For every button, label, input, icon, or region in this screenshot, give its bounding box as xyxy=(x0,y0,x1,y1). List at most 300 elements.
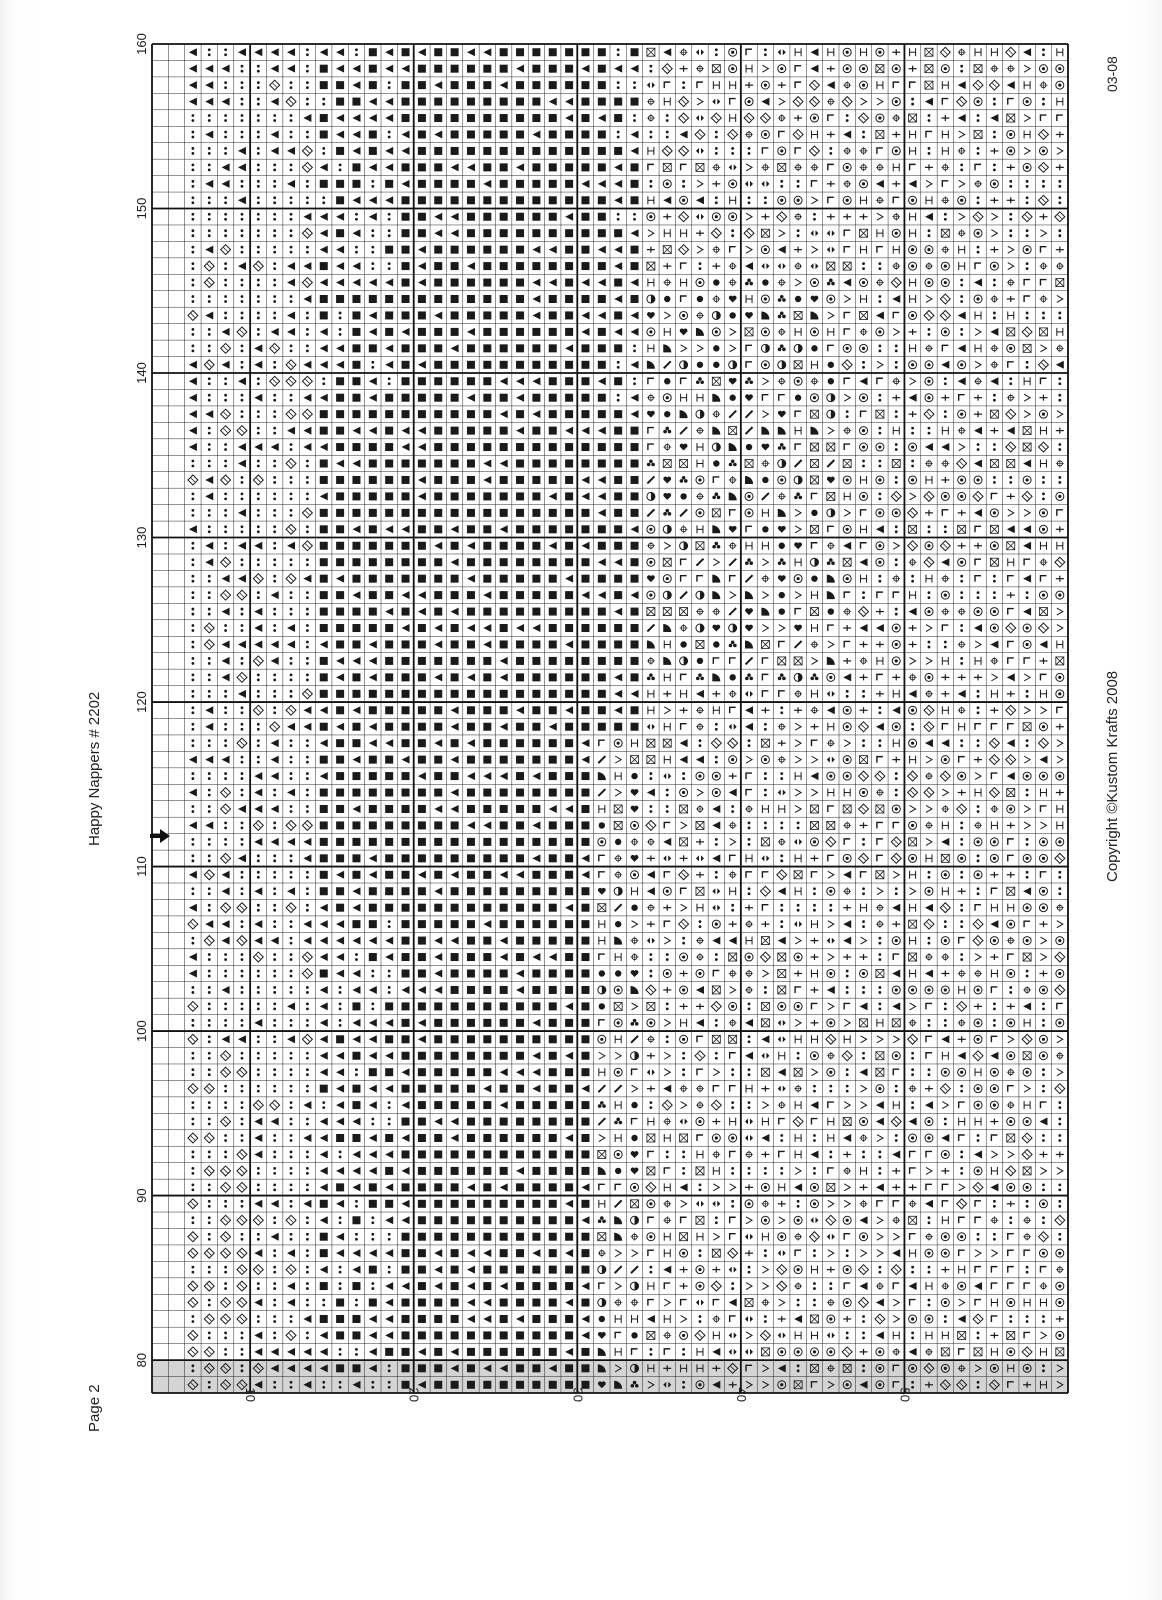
stitch-symbol xyxy=(647,312,655,319)
stitch-symbol xyxy=(483,986,491,994)
stitch-symbol xyxy=(500,1101,508,1109)
stitch-symbol xyxy=(191,509,194,517)
stitch-symbol xyxy=(876,196,884,204)
stitch-symbol xyxy=(778,1101,786,1109)
stitch-symbol xyxy=(649,953,652,961)
stitch-symbol xyxy=(925,213,933,221)
stitch-symbol xyxy=(385,904,393,912)
stitch-symbol xyxy=(224,81,227,89)
stitch-symbol xyxy=(960,279,963,287)
stitch-symbol xyxy=(385,640,393,648)
stitch-symbol xyxy=(483,81,491,89)
stitch-symbol xyxy=(418,48,426,56)
stitch-symbol xyxy=(892,229,900,237)
stitch-symbol xyxy=(713,362,719,368)
stitch-symbol xyxy=(418,1249,426,1257)
stitch-symbol xyxy=(974,838,982,846)
stitch-symbol xyxy=(713,1331,719,1339)
stitch-symbol xyxy=(614,328,622,336)
stitch-symbol xyxy=(663,1331,671,1339)
stitch-symbol xyxy=(467,1068,475,1076)
stitch-symbol xyxy=(614,492,622,500)
stitch-symbol xyxy=(385,1019,393,1027)
stitch-symbol xyxy=(959,1349,965,1355)
stitch-symbol xyxy=(208,1233,211,1241)
stitch-symbol xyxy=(908,508,918,518)
stitch-symbol xyxy=(581,196,589,204)
stitch-symbol xyxy=(730,1234,736,1240)
stitch-symbol xyxy=(467,1183,475,1191)
stitch-symbol xyxy=(598,328,606,336)
stitch-symbol xyxy=(402,789,410,797)
stitch-symbol xyxy=(467,1348,475,1356)
stitch-symbol xyxy=(647,247,655,253)
stitch-symbol xyxy=(336,937,344,945)
stitch-symbol xyxy=(221,1232,231,1242)
stitch-symbol xyxy=(1042,98,1045,106)
stitch-symbol xyxy=(1008,246,1014,253)
stitch-symbol xyxy=(451,98,459,106)
stitch-symbol xyxy=(925,443,933,451)
stitch-symbol xyxy=(516,394,524,402)
stitch-symbol xyxy=(713,81,719,89)
stitch-symbol xyxy=(257,739,260,747)
stitch-symbol xyxy=(257,690,260,698)
stitch-symbol xyxy=(598,163,606,171)
stitch-symbol xyxy=(241,657,244,665)
stitch-symbol xyxy=(761,1348,769,1356)
stitch-symbol xyxy=(385,180,393,188)
stitch-symbol xyxy=(777,1265,787,1275)
stitch-symbol xyxy=(778,344,786,351)
stitch-symbol xyxy=(680,427,687,434)
stitch-symbol xyxy=(826,1034,836,1044)
stitch-symbol xyxy=(516,1183,524,1191)
stitch-symbol xyxy=(451,706,459,714)
stitch-symbol xyxy=(1024,805,1030,812)
stitch-symbol xyxy=(434,920,442,928)
stitch-symbol xyxy=(352,460,360,468)
stitch-symbol xyxy=(500,640,508,648)
stitch-symbol xyxy=(388,377,391,385)
stitch-symbol xyxy=(925,1233,933,1241)
stitch-symbol xyxy=(891,837,901,847)
stitch-symbol xyxy=(925,772,933,780)
stitch-symbol xyxy=(729,1035,737,1043)
stitch-symbol xyxy=(697,443,703,451)
stitch-symbol xyxy=(549,805,557,813)
stitch-symbol xyxy=(844,1019,850,1026)
stitch-symbol xyxy=(320,1118,328,1126)
stitch-symbol xyxy=(500,492,508,500)
stitch-symbol xyxy=(418,838,426,846)
stitch-symbol xyxy=(647,82,655,88)
stitch-symbol xyxy=(664,723,670,731)
stitch-symbol xyxy=(290,657,293,665)
stitch-symbol xyxy=(467,772,475,780)
stitch-symbol xyxy=(565,969,573,977)
stitch-symbol xyxy=(860,1282,868,1290)
stitch-symbol xyxy=(810,954,818,960)
stitch-symbol xyxy=(1055,557,1065,567)
stitch-symbol xyxy=(715,838,718,846)
stitch-symbol xyxy=(516,81,524,89)
stitch-symbol xyxy=(483,130,491,138)
stitch-symbol xyxy=(746,411,753,418)
stitch-symbol xyxy=(483,821,491,829)
stitch-symbol xyxy=(208,575,211,583)
stitch-symbol xyxy=(402,838,410,846)
stitch-symbol xyxy=(631,575,639,583)
stitch-symbol xyxy=(189,789,197,797)
stitch-symbol xyxy=(631,1299,639,1307)
stitch-symbol xyxy=(827,938,835,944)
stitch-symbol xyxy=(467,1266,475,1274)
stitch-symbol xyxy=(336,871,344,879)
stitch-symbol xyxy=(794,213,802,221)
stitch-symbol xyxy=(467,854,475,862)
stitch-symbol xyxy=(859,853,869,863)
stitch-symbol xyxy=(483,295,491,303)
stitch-symbol xyxy=(860,1002,868,1010)
stitch-symbol xyxy=(467,805,475,813)
stitch-symbol xyxy=(549,81,557,89)
stitch-symbol xyxy=(191,131,194,139)
stitch-symbol xyxy=(254,1019,262,1027)
stitch-symbol xyxy=(715,196,718,204)
stitch-symbol xyxy=(385,1085,393,1093)
stitch-symbol xyxy=(402,904,410,912)
stitch-symbol xyxy=(1024,1019,1030,1027)
stitch-symbol xyxy=(681,1019,687,1027)
stitch-symbol xyxy=(813,904,816,912)
stitch-symbol xyxy=(990,262,998,270)
stitch-symbol xyxy=(451,838,459,846)
column-label: 50 xyxy=(897,1388,912,1402)
stitch-symbol xyxy=(631,1282,639,1290)
stitch-symbol xyxy=(730,1217,736,1223)
stitch-symbol xyxy=(828,954,834,961)
stitch-symbol xyxy=(516,591,524,599)
stitch-symbol xyxy=(878,575,881,583)
stitch-symbol xyxy=(549,65,557,73)
stitch-symbol xyxy=(745,181,753,187)
stitch-symbol xyxy=(993,312,996,320)
stitch-symbol xyxy=(320,821,328,829)
stitch-symbol xyxy=(977,443,980,451)
stitch-symbol xyxy=(388,1266,391,1274)
stitch-symbol xyxy=(241,213,244,221)
stitch-symbol xyxy=(565,492,573,500)
stitch-symbol xyxy=(649,805,652,813)
stitch-symbol xyxy=(1040,247,1046,253)
stitch-symbol xyxy=(663,493,671,500)
stitch-symbol xyxy=(352,196,360,204)
stitch-symbol xyxy=(1055,952,1065,962)
row-label: 140 xyxy=(134,362,149,384)
stitch-symbol xyxy=(990,525,998,533)
stitch-symbol xyxy=(369,1348,377,1356)
stitch-symbol xyxy=(893,427,899,435)
stitch-symbol xyxy=(320,410,328,418)
stitch-symbol xyxy=(696,1167,704,1175)
stitch-symbol xyxy=(500,163,508,171)
stitch-symbol xyxy=(1026,591,1029,599)
stitch-symbol xyxy=(746,756,752,763)
stitch-symbol xyxy=(729,48,737,56)
stitch-symbol xyxy=(191,838,194,846)
stitch-symbol xyxy=(253,1265,263,1275)
stitch-symbol xyxy=(271,1118,279,1126)
stitch-symbol xyxy=(990,180,998,188)
stitch-symbol xyxy=(371,246,374,254)
stitch-symbol xyxy=(1008,855,1014,861)
stitch-symbol xyxy=(451,262,459,270)
stitch-symbol xyxy=(532,1068,540,1076)
stitch-symbol xyxy=(565,904,573,912)
stitch-symbol xyxy=(549,657,557,665)
stitch-symbol xyxy=(893,1331,899,1339)
stitch-symbol xyxy=(631,558,639,566)
stitch-symbol xyxy=(631,163,639,171)
stitch-symbol xyxy=(286,409,296,419)
stitch-symbol xyxy=(1023,1233,1031,1241)
stitch-symbol xyxy=(941,953,949,961)
stitch-symbol xyxy=(810,311,818,319)
stitch-symbol xyxy=(1056,1299,1064,1307)
stitch-symbol xyxy=(385,476,393,484)
stitch-symbol xyxy=(909,986,917,994)
stitch-symbol xyxy=(516,1085,524,1093)
stitch-symbol xyxy=(1023,986,1031,994)
stitch-symbol xyxy=(418,1118,426,1126)
stitch-symbol xyxy=(1026,789,1029,797)
stitch-symbol xyxy=(762,477,768,483)
stitch-symbol xyxy=(647,887,655,895)
stitch-symbol xyxy=(762,378,768,385)
stitch-symbol xyxy=(500,1150,508,1158)
stitch-symbol xyxy=(290,673,293,681)
stitch-symbol xyxy=(286,1330,296,1340)
stitch-symbol xyxy=(844,592,850,598)
stitch-symbol xyxy=(257,1052,260,1060)
stitch-symbol xyxy=(581,821,589,829)
stitch-symbol xyxy=(631,690,639,698)
stitch-symbol xyxy=(191,1101,194,1109)
stitch-symbol xyxy=(336,98,344,106)
stitch-symbol xyxy=(241,1101,244,1109)
stitch-symbol xyxy=(761,361,769,369)
stitch-symbol xyxy=(290,805,293,813)
stitch-symbol xyxy=(221,1166,231,1176)
stitch-symbol xyxy=(221,1248,231,1258)
stitch-symbol xyxy=(647,921,655,927)
stitch-symbol xyxy=(745,1299,753,1307)
stitch-symbol xyxy=(320,427,328,435)
stitch-symbol xyxy=(941,246,949,254)
stitch-symbol xyxy=(224,443,227,451)
stitch-symbol xyxy=(647,1069,655,1075)
stitch-symbol xyxy=(599,1003,605,1009)
stitch-symbol xyxy=(418,805,426,813)
stitch-symbol xyxy=(434,1019,442,1027)
stitch-symbol xyxy=(204,623,214,633)
stitch-symbol xyxy=(257,147,260,155)
stitch-symbol xyxy=(696,427,704,435)
stitch-symbol xyxy=(204,1084,214,1094)
stitch-symbol xyxy=(681,378,687,384)
stitch-symbol xyxy=(647,262,655,270)
stitch-symbol xyxy=(680,476,688,483)
stitch-symbol xyxy=(191,723,194,731)
stitch-symbol xyxy=(664,1019,670,1026)
stitch-symbol xyxy=(991,1267,997,1273)
stitch-symbol xyxy=(958,1036,966,1042)
stitch-symbol xyxy=(273,1002,276,1010)
stitch-symbol xyxy=(729,296,737,303)
stitch-symbol xyxy=(1007,394,1015,402)
stitch-symbol xyxy=(599,1052,605,1059)
stitch-symbol xyxy=(1009,986,1012,994)
stitch-symbol xyxy=(565,1150,573,1158)
stitch-symbol xyxy=(467,1315,475,1323)
stitch-symbol xyxy=(402,328,410,336)
stitch-symbol xyxy=(647,591,655,599)
stitch-symbol xyxy=(369,311,377,319)
stitch-symbol xyxy=(254,887,262,895)
stitch-symbol xyxy=(322,98,325,106)
stitch-symbol xyxy=(418,821,426,829)
stitch-symbol xyxy=(895,1085,898,1093)
stitch-symbol xyxy=(599,1283,605,1289)
stitch-symbol xyxy=(532,640,540,648)
stitch-symbol xyxy=(336,739,344,747)
stitch-symbol xyxy=(467,953,475,961)
stitch-symbol xyxy=(928,229,931,237)
stitch-symbol xyxy=(500,904,508,912)
stitch-symbol xyxy=(682,772,685,780)
stitch-symbol xyxy=(958,640,966,648)
stitch-symbol xyxy=(711,738,721,748)
stitch-symbol xyxy=(434,904,442,912)
stitch-symbol xyxy=(941,279,949,287)
stitch-symbol xyxy=(483,344,491,352)
stitch-symbol xyxy=(273,822,276,830)
stitch-symbol xyxy=(287,427,295,435)
stitch-symbol xyxy=(290,163,293,171)
stitch-symbol xyxy=(1042,476,1045,484)
stitch-symbol xyxy=(648,690,654,698)
stitch-symbol xyxy=(549,887,557,895)
stitch-symbol xyxy=(778,246,786,254)
stitch-symbol xyxy=(483,854,491,862)
stitch-symbol xyxy=(467,279,475,287)
stitch-symbol xyxy=(680,493,686,499)
stitch-symbol xyxy=(224,509,227,517)
stitch-symbol xyxy=(614,163,622,171)
stitch-symbol xyxy=(746,246,752,253)
stitch-symbol xyxy=(843,1134,851,1142)
stitch-symbol xyxy=(843,460,851,468)
stitch-symbol xyxy=(664,1233,670,1241)
stitch-symbol xyxy=(876,1101,884,1109)
stitch-symbol xyxy=(631,1019,639,1026)
stitch-symbol xyxy=(1039,756,1047,764)
stitch-symbol xyxy=(974,460,982,468)
stitch-symbol xyxy=(680,838,688,846)
stitch-symbol xyxy=(451,575,459,583)
stitch-symbol xyxy=(532,953,540,961)
stitch-symbol xyxy=(647,213,655,221)
stitch-symbol xyxy=(911,460,914,468)
stitch-symbol xyxy=(290,608,293,616)
stitch-symbol xyxy=(846,970,849,978)
stitch-symbol xyxy=(371,361,374,369)
stitch-symbol xyxy=(877,855,883,861)
stitch-symbol xyxy=(843,871,851,879)
stitch-symbol xyxy=(761,1216,769,1224)
stitch-symbol xyxy=(467,460,475,468)
stitch-symbol xyxy=(532,180,540,188)
stitch-symbol xyxy=(369,427,377,435)
stitch-symbol xyxy=(746,295,752,303)
stitch-symbol xyxy=(224,822,227,830)
stitch-symbol xyxy=(810,1101,818,1109)
stitch-symbol xyxy=(647,1233,655,1241)
stitch-symbol xyxy=(189,969,197,977)
stitch-symbol xyxy=(696,624,704,632)
stitch-symbol xyxy=(434,65,442,73)
stitch-symbol xyxy=(418,509,426,517)
stitch-symbol xyxy=(1007,1101,1015,1109)
stitch-symbol xyxy=(1024,280,1030,286)
stitch-symbol xyxy=(451,311,459,319)
stitch-symbol xyxy=(1008,509,1014,516)
stitch-symbol xyxy=(617,81,620,89)
stitch-symbol xyxy=(273,394,276,402)
stitch-symbol xyxy=(369,1150,377,1158)
stitch-symbol xyxy=(647,1035,655,1043)
stitch-symbol xyxy=(352,1019,360,1027)
stitch-symbol xyxy=(860,1200,868,1208)
stitch-symbol xyxy=(189,394,197,402)
stitch-symbol xyxy=(1007,1019,1015,1027)
stitch-symbol xyxy=(908,788,918,798)
stitch-symbol xyxy=(208,739,211,747)
stitch-symbol xyxy=(745,953,753,961)
stitch-symbol xyxy=(711,1001,721,1011)
stitch-symbol xyxy=(451,1331,459,1339)
stitch-symbol xyxy=(1007,328,1015,336)
stitch-symbol xyxy=(925,1315,933,1323)
stitch-symbol xyxy=(1056,247,1064,253)
stitch-symbol xyxy=(876,805,884,813)
stitch-symbol xyxy=(795,641,802,648)
stitch-symbol xyxy=(254,838,262,846)
row-label: 80 xyxy=(134,1353,149,1367)
stitch-symbol xyxy=(369,608,377,616)
stitch-symbol xyxy=(336,180,344,188)
stitch-symbol xyxy=(336,262,344,270)
stitch-symbol xyxy=(960,328,963,336)
stitch-symbol xyxy=(910,756,916,764)
stitch-symbol xyxy=(696,1003,704,1009)
stitch-symbol xyxy=(712,295,720,303)
stitch-symbol xyxy=(730,1184,736,1191)
stitch-symbol xyxy=(794,377,802,385)
stitch-symbol xyxy=(1023,163,1031,171)
stitch-symbol xyxy=(355,48,358,56)
